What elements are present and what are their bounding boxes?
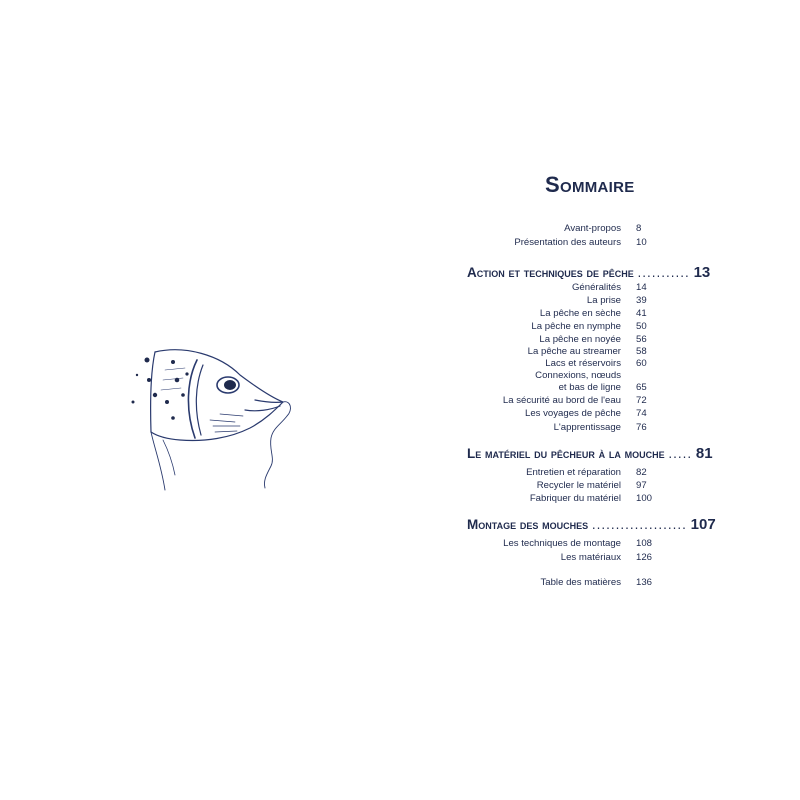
section-title: Montage des mouches <box>467 517 589 532</box>
toc-entry-page: 74 <box>636 408 647 419</box>
toc-entry-label: La pêche au streamer <box>527 346 621 357</box>
toc-entry <box>380 320 647 333</box>
section-page: 81 <box>695 445 713 462</box>
section-title: Le matériel du pêcheur à la mouche <box>467 446 665 461</box>
toc-entry-page: 41 <box>636 308 647 319</box>
toc-entry-page: 82 <box>636 467 647 478</box>
toc-entry-label: La prise <box>586 295 621 306</box>
page-title: Sommaire <box>545 172 635 197</box>
toc-entry-page: 60 <box>636 358 647 369</box>
toc-entry-page: 56 <box>636 334 647 345</box>
toc-entry-label: La pêche en nymphe <box>531 321 621 332</box>
toc-entry-label: Présentation des auteurs <box>514 237 621 248</box>
section-leader-dots: ........... <box>637 265 690 280</box>
toc-entry <box>380 537 653 550</box>
section-leader-dots: .................... <box>591 517 687 532</box>
toc-entry <box>380 492 653 505</box>
toc-section-heading <box>467 516 719 534</box>
toc-entry-page: 76 <box>636 422 647 433</box>
toc-entry-label: Lacs et réservoirs <box>545 358 621 369</box>
toc-entry-label: Les techniques de montage <box>503 538 621 549</box>
toc-entry-label: Table des matières <box>540 577 621 588</box>
toc-entry <box>380 576 653 589</box>
toc-entry-page: 39 <box>636 295 647 306</box>
toc-entry-page: 58 <box>636 346 647 357</box>
toc-entry-page: 72 <box>636 395 647 406</box>
toc-entry-page: 108 <box>636 538 653 549</box>
toc-entry-label: La sécurité au bord de l'eau <box>502 395 621 406</box>
toc-entry-label: L'apprentissage <box>553 422 621 433</box>
toc-entry-label: Fabriquer du matériel <box>529 493 621 504</box>
section-leader-dots: ..... <box>668 446 693 461</box>
toc-section-heading <box>467 445 719 463</box>
toc-entry-label: Recycler le matériel <box>536 480 621 491</box>
toc-entry <box>380 236 647 249</box>
toc-entry-page: 97 <box>636 480 647 491</box>
fish-head-illustration-icon <box>125 340 295 505</box>
toc-entry-label: La pêche en sèche <box>539 308 621 319</box>
toc-entry-label: Connexions, nœuds <box>535 370 621 381</box>
toc-section-heading <box>467 264 719 282</box>
toc-entry-label: et bas de ligne <box>558 382 621 393</box>
toc-entry-page: 8 <box>636 223 642 234</box>
toc-entry <box>380 307 647 320</box>
toc-entry-page: 14 <box>636 282 647 293</box>
toc-entry <box>380 281 647 294</box>
toc-entry <box>380 551 653 564</box>
toc-entry-label: Avant-propos <box>564 223 621 234</box>
toc-entry <box>380 407 647 420</box>
toc-entry-label: Les matériaux <box>560 552 621 563</box>
toc-entry-page: 65 <box>636 382 647 393</box>
toc-entry-label: La pêche en noyée <box>539 334 621 345</box>
toc-entry-page: 136 <box>636 577 653 588</box>
toc-entry-page: 50 <box>636 321 647 332</box>
section-page: 13 <box>693 264 711 281</box>
toc-entry <box>380 479 647 492</box>
toc-entry <box>380 381 647 394</box>
toc-entry <box>380 222 642 235</box>
toc-entry <box>380 421 647 434</box>
section-title: Action et techniques de pêche <box>467 265 634 280</box>
toc-entry <box>380 294 647 307</box>
toc-entry-page: 126 <box>636 552 653 563</box>
toc-entry <box>380 466 647 479</box>
toc-entry <box>380 394 647 407</box>
section-page: 107 <box>690 516 716 533</box>
toc-entry-label: Généralités <box>571 282 621 293</box>
toc-entry-page: 100 <box>636 493 653 504</box>
toc-entry-label: Entretien et réparation <box>526 467 621 478</box>
toc-entry-page: 10 <box>636 237 647 248</box>
toc-entry-label: Les voyages de pêche <box>524 408 621 419</box>
